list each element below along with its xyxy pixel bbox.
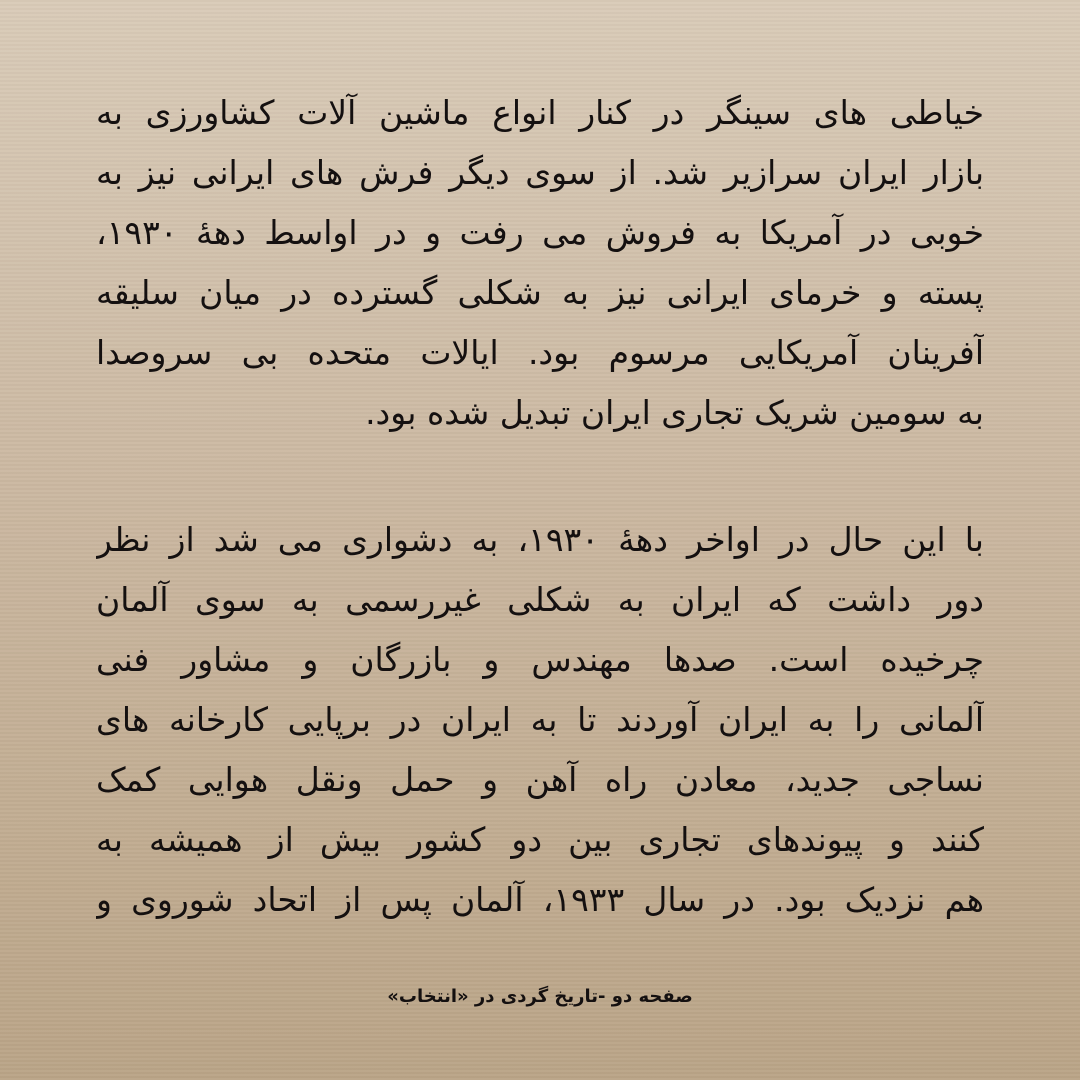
text-line: آفرینان آمریکایی مرسوم بود. ایالات متحده بی سروصدا — [96, 333, 984, 372]
paragraph-1 — [96, 83, 984, 443]
page-footer: صفحه دو -تاریخ گردی در «انتخاب» — [387, 986, 693, 1007]
text-line: کنند و پیوندهای تجاری بین دو کشور بیش از همیشه به — [96, 820, 984, 859]
paragraph-2 — [96, 510, 984, 930]
text-line: بازار ایران سرازیر شد. از سوی دیگر فرش های ایرانی نیز به — [96, 153, 984, 192]
text-line: خیاطی های سینگر در کنار انواع ماشین آلات کشاورزی به — [96, 93, 984, 132]
text-line: چرخیده است. صدها مهندس و بازرگان و مشاور فنی — [96, 640, 984, 679]
text-line: دور داشت که ایران به شکلی غیررسمی به سوی آلمان — [96, 580, 984, 619]
text-line: با این حال در اواخر دههٔ ۱۹۳۰، به دشواری می شد از نظر — [96, 520, 984, 559]
text-line: پسته و خرمای ایرانی نیز به شکلی گسترده در میان سلیقه — [96, 273, 984, 312]
text-line: به سومین شریک تجاری ایران تبدیل شده بود. — [365, 393, 984, 432]
text-line: خوبی در آمریکا به فروش می رفت و در اواسط دههٔ ۱۹۳۰، — [96, 213, 984, 252]
text-line: نساجی جدید، معادن راه آهن و حمل ونقل هوایی کمک — [96, 760, 984, 799]
text-line: آلمانی را به ایران آوردند تا به ایران در برپایی کارخانه های — [96, 700, 984, 739]
text-line: هم نزدیک بود. در سال ۱۹۳۳، آلمان پس از اتحاد شوروی و — [96, 880, 984, 919]
